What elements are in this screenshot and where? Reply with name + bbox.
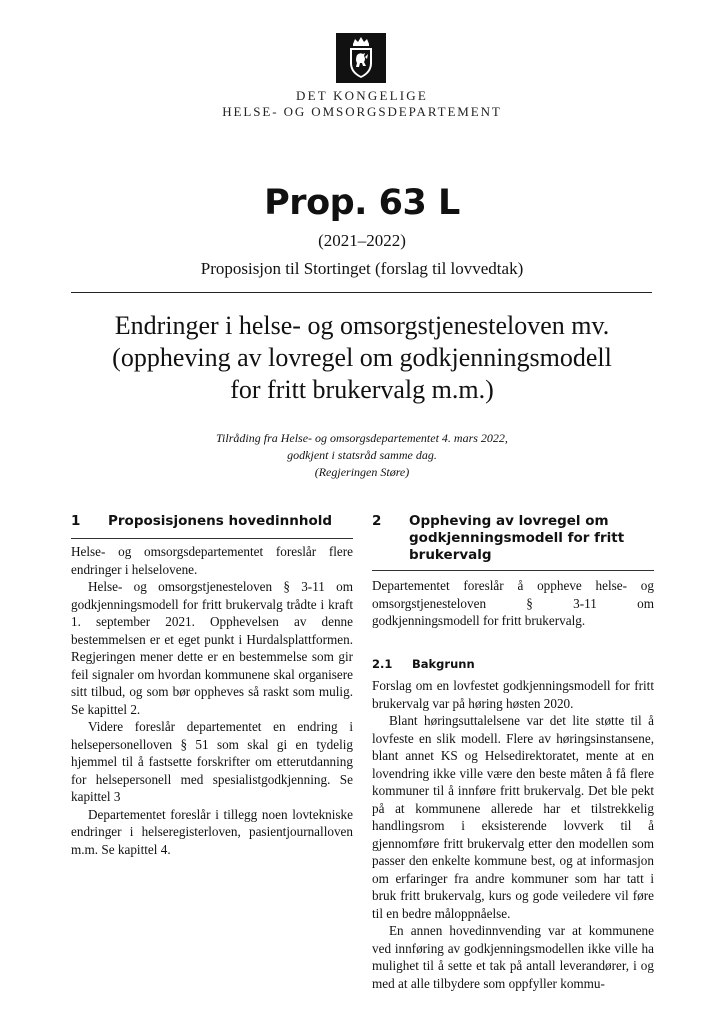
subsection-number: 2.1 — [372, 656, 393, 671]
approval-line: Tilråding fra Helse- og omsorgsdepartementet 4. mars 2022, — [216, 431, 508, 445]
paragraph: Helse- og omsorgstjenesteloven § 3-11 om godkjenningsmodell for fritt brukervalg trådte i kraft 1. september 2021. Opphevelsen av denne bestemmelsen er et eget punkt i Hurdalsplattformen. Regjeringen mener dette er en bestemmelse som gir feil signaler om hvordan kommunene skal organisere sitt tilbud, og som bør oppheves så raskt som mulig. Se kapittel 2. — [71, 579, 353, 717]
paragraph: Helse- og omsorgsdepartementet foreslår flere endringer i helselovene. — [71, 544, 353, 577]
document-title-line: Endringer i helse- og omsorgstjenesteloven mv. — [114, 311, 610, 340]
paragraph: Departementet foreslår å oppheve helse- og omsorgstjenesteloven § 3-11 om godkjenningsmodell for fritt brukervalg. — [372, 578, 654, 628]
proposition-number: Prop. 63 L — [264, 183, 460, 223]
department-name-line2: HELSE- OG OMSORGSDEPARTEMENT — [222, 104, 502, 119]
subsection-title: Bakgrunn — [412, 656, 475, 671]
document-title-line: (oppheving av lovregel om godkjenningsmodell — [112, 343, 612, 372]
proposition-type: Proposisjon til Stortinget (forslag til lovvedtak) — [200, 259, 524, 278]
subsection-2-1-heading — [372, 656, 654, 674]
approval-note — [0, 430, 724, 481]
section-2-heading — [372, 513, 654, 571]
section-number: 2 — [372, 513, 382, 529]
left-column — [71, 513, 353, 858]
paragraph: Forslag om en lovfestet godkjenningsmodell for fritt brukervalg var på høring høsten 2020. — [372, 678, 654, 711]
document-title — [60, 310, 664, 406]
department-name-line1: DET KONGELIGE — [296, 88, 428, 103]
section-number: 1 — [71, 513, 81, 529]
document-title-line: for fritt brukervalg m.m.) — [230, 375, 494, 404]
paragraph: En annen hovedinnvending var at kommunene ved innføring av godkjenningsmodellen ikke ville ha mulighet til å sette et tak på antall leverandører, i og med at alle tilbydere som oppfyller kommu- — [372, 923, 654, 991]
approval-line: godkjent i statsråd samme dag. — [287, 448, 437, 462]
approval-line: (Regjeringen Støre) — [314, 465, 410, 479]
section-title: Oppheving av lovregel om godkjenningsmodell for fritt brukervalg — [409, 513, 625, 563]
coat-of-arms-logo — [336, 33, 386, 83]
paragraph: Departementet foreslår i tillegg noen lovtekniske endringer i helseregisterloven, pasientjournalloven m.m. Se kapittel 4. — [71, 806, 353, 857]
section-1-heading — [71, 513, 353, 539]
session-years: (2021–2022) — [318, 231, 406, 250]
title-divider — [71, 292, 652, 293]
section-title: Proposisjonens hovedinnhold — [108, 513, 333, 529]
paragraph: Videre foreslår departementet en endring i helsepersonelloven § 51 som skal gi en tydelig hjemmel til å fastsette forskrifter om etterutdanning for helsepersonell med spesialistgodkjenning. Se kapittel 3 — [71, 719, 353, 804]
paragraph: Blant høringsuttalelsene var det lite støtte til å lovfeste en slik modell. Flere av høringsinstansene, blant annet KS og Helsedirektoratet, mente at en lovendring ikke ville være den beste måten å få flere kommuner til å innføre fritt brukervalg. Det ble pekt på at kommunene allerede har et tilstrekkelig handlingsrom i eksisterende lovverk til å gjennomføre fritt brukervalg etter den modellen som passer den enkelte kommune best, og at informasjon om erfaringer fra andre kommuner som har tatt i bruk fritt brukervalg, kurs og gode veiledere vil føre til en bedre måloppnåelse. — [372, 713, 654, 921]
right-column — [372, 513, 654, 992]
